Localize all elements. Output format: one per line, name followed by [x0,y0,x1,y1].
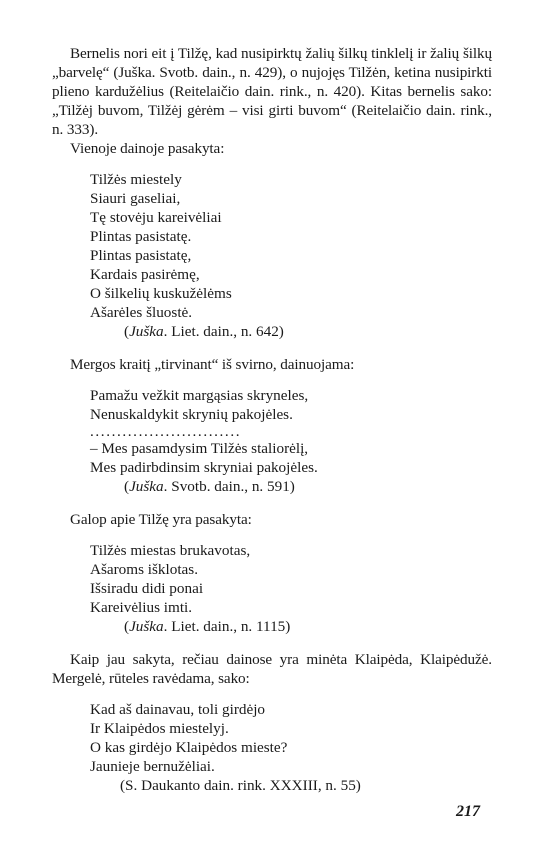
verse-line: Plintas pasistatę. [90,228,192,245]
paragraph-finally-tilze: Galop apie Tilžę yra pasakyta: [70,511,252,528]
verse-citation: (Juška. Svotb. dain., n. 591) [124,478,295,495]
citation-author: Juška [129,478,164,495]
verse-line: Kareivėlius imti. [90,599,193,616]
verse-line: Pamažu vežkit margąsias skryneles, [90,387,309,404]
verse-citation: (Juška. Liet. dain., n. 1115) [124,618,291,635]
citation-source: . Liet. dain., n. 1115) [163,618,291,635]
verse-citation: (Juška. Liet. dain., n. 642) [124,323,284,340]
verse-line: Nenuskaldykit skrynių pakojėles. [90,406,293,423]
verse-line: O šilkelių kuskužėlėms [90,285,232,302]
paragraph-klaipeda: Kaip jau sakyta, rečiau dainose yra minėta Klaipėda, Klaipėdužė. Mergelė, rūteles ravėdama, sako: [52,651,492,687]
verse-line: Kad aš dainavau, toli girdėjo [90,701,266,718]
verse-line: Plintas pasistatę, [90,247,192,264]
verse-line: Tilžės miestely [90,171,182,188]
verse-line: Tę stovėju kareivėliai [90,209,222,226]
verse-line: Ir Klaipėdos miestelyj. [90,720,229,737]
verse-line: Jaunieje bernužėliai. [90,758,215,775]
verse-line: – Mes pasamdysim Tilžės staliorėlį, [90,440,309,457]
page-body [52,44,492,795]
citation-source: . Liet. dain., n. 642) [163,323,284,340]
paragraph-tilze-purchases: Bernelis nori eit į Tilžę, kad nusipirktų žalių šilkų tinklelį ir žalių šilkų „barvelę“ (Juška. Svotb. dain., n. 429), o nujojęs Tilžėn, ketina nusipirkti plieno kardužėlius (Reitelaičio dain. rink., n. 420). Kitas bernelis sako: „Tilžėj buvom, Tilžėj gėrėm – visi girti buvom“ (Reitelaičio dain. rink., n. 333). [52,45,492,138]
verse-tilzes-miestas [90,541,492,636]
verse-line: Ašarėles šluostė. [90,304,193,321]
verse-dowry-chests [90,386,492,496]
verse-line: Kardais pasirėmę, [90,266,200,283]
verse-line: O kas girdėjo Klaipėdos mieste? [90,739,288,756]
verse-klaipeda [90,700,492,795]
verse-line: Ašaroms išklotas. [90,561,198,578]
verse-line: Mes padirbdinsim skryniai pakojėles. [90,459,318,476]
verse-tilzes-miestely [90,170,492,341]
verse-line: Siauri gaseliai, [90,190,181,207]
paragraph-dowry-song-intro: Mergos kraitį „tirvinant“ iš svirno, dainuojama: [70,356,355,373]
paragraph-one-song-intro: Vienoje dainoje pasakyta: [70,140,225,157]
citation-author: Juška [129,323,164,340]
verse-line: Tilžės miestas brukavotas, [90,542,251,559]
citation-author: Juška [129,618,164,635]
omission-dots: ............................ [90,424,242,439]
citation-source: . Svotb. dain., n. 591) [163,478,295,495]
page-number: 217 [456,803,480,820]
verse-citation: (S. Daukanto dain. rink. XXXIII, n. 55) [120,777,361,794]
verse-line: Išsiradu didi ponai [90,580,204,597]
